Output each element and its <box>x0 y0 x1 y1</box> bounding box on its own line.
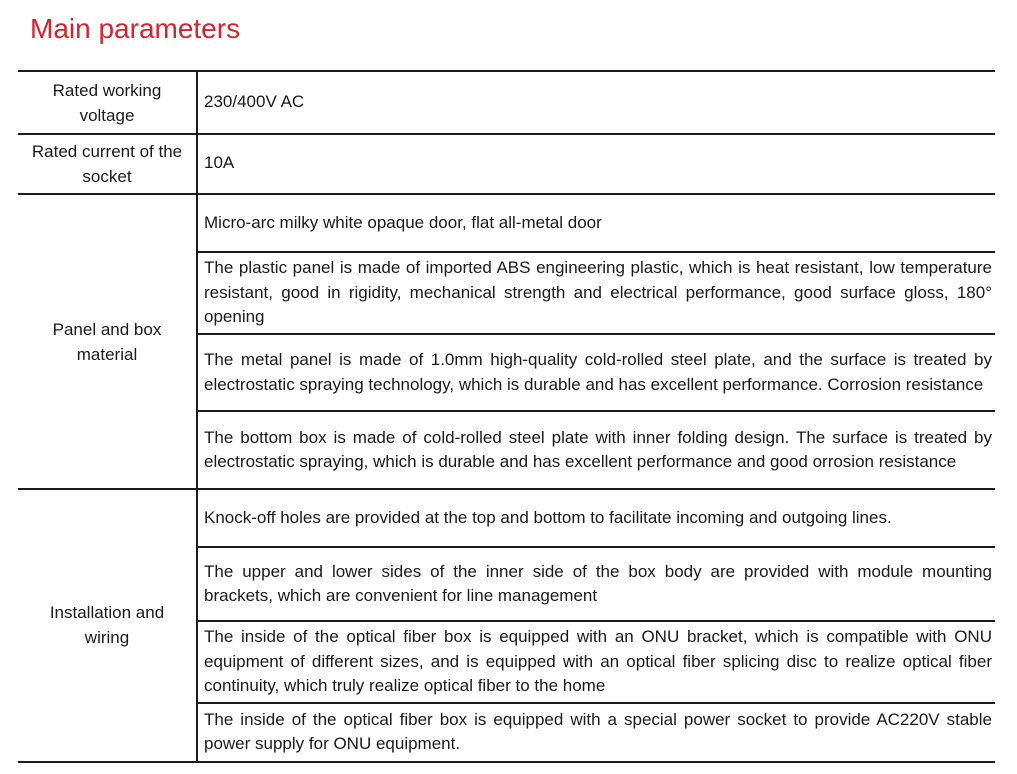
spec-cell-text: Micro-arc milky white opaque door, flat all-metal door <box>204 212 602 232</box>
spec-cell-text: The metal panel is made of 1.0mm high-quality cold-rolled steel plate, and the surface is treated by electrostatic spraying technology, which is durable and has excellent performance. Corrosion resistance <box>204 350 992 394</box>
row-content-panel-material <box>198 195 995 488</box>
spec-cell <box>198 490 995 548</box>
table-row-panel-material <box>18 195 995 490</box>
spec-cell-text: The upper and lower sides of the inner side of the box body are provided with module mounting brackets, which are convenient for line management <box>204 561 992 605</box>
spec-cell-text: 230/400V AC <box>204 92 305 112</box>
spec-cell <box>198 412 995 488</box>
spec-cell-text: The inside of the optical fiber box is equipped with a special power socket to provide AC220V stable power supply for ONU equipment. <box>204 709 992 753</box>
spec-table <box>18 70 995 763</box>
spec-cell-text: The bottom box is made of cold-rolled steel plate with inner folding design. The surface is treated by electrostatic spraying, which is durable and has excellent performance and good orrosion resistance <box>204 427 992 471</box>
table-row-installation-wiring <box>18 490 995 763</box>
row-label-rated-current: Rated current of the socket <box>18 135 198 193</box>
row-label-installation-wiring: Installation and wiring <box>18 490 198 761</box>
row-content-rated-current <box>198 135 995 193</box>
spec-cell-text: The plastic panel is made of imported ABS engineering plastic, which is heat resistant, low temperature resistant, good in rigidity, mechanical strength and electrical performance, good surface gloss, 180° opening <box>204 258 992 327</box>
spec-cell-text: The inside of the optical fiber box is equipped with an ONU bracket, which is compatible with ONU equipment of different sizes, and is equipped with an optical fiber splicing disc to realize optical fiber continuity, which truly realize optical fiber to the home <box>204 627 992 695</box>
spec-cell <box>198 622 995 704</box>
spec-cell <box>198 704 995 761</box>
spec-cell <box>198 135 995 192</box>
table-row-rated-current <box>18 135 995 195</box>
spec-cell-text: 10A <box>204 153 235 173</box>
spec-cell <box>198 72 995 133</box>
spec-cell <box>198 195 995 253</box>
spec-cell-text: Knock-off holes are provided at the top and bottom to facilitate incoming and outgoing lines. <box>204 507 892 527</box>
row-content-rated-voltage <box>198 72 995 133</box>
spec-cell <box>198 548 995 622</box>
row-label-rated-voltage: Rated working voltage <box>18 72 198 133</box>
table-row-rated-voltage <box>18 72 995 135</box>
row-content-installation-wiring <box>198 490 995 761</box>
row-label-panel-material: Panel and box material <box>18 195 198 488</box>
page-title: Main parameters <box>30 13 241 44</box>
spec-cell <box>198 253 995 335</box>
spec-cell <box>198 335 995 412</box>
